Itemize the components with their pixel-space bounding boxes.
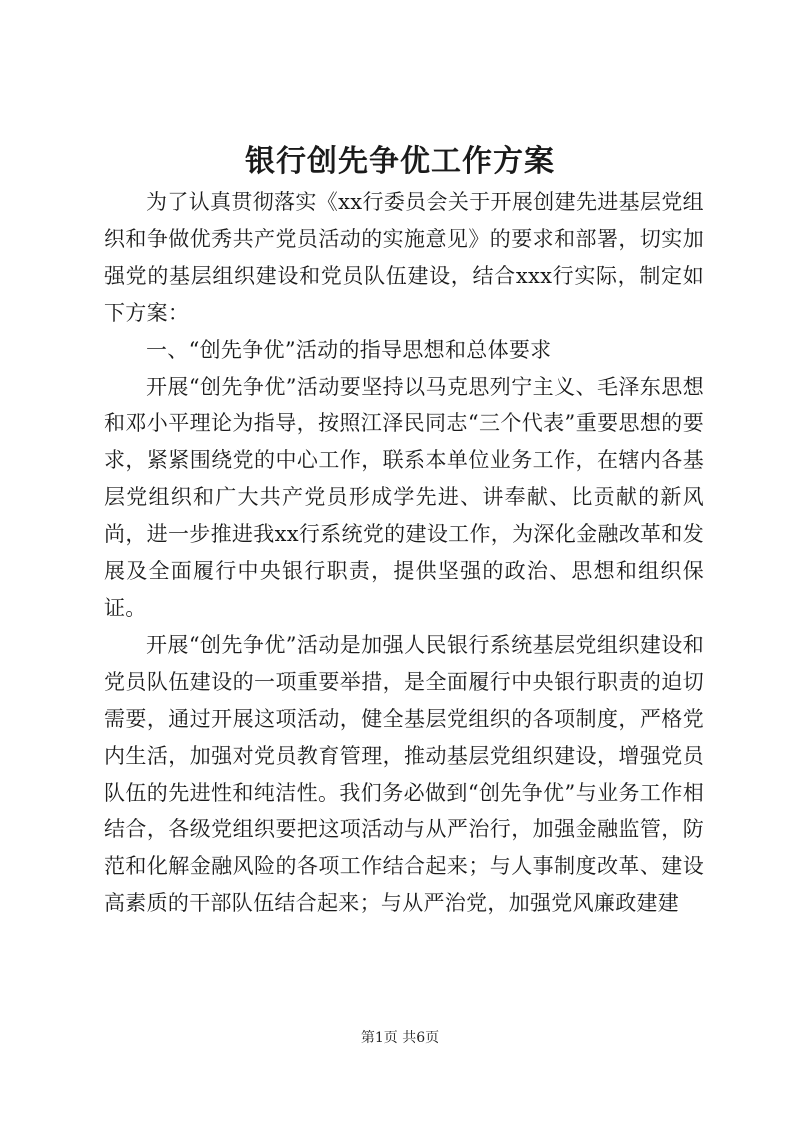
paragraph-guiding-thought: 开展“创先争优”活动要坚持以马克思列宁主义、毛泽东思想和邓小平理论为指导，按照江泽民同志“三个代表”重要思想的要求，紧紧围绕党的中心工作，联系本单位业务工作，在辖内各基层党组织和广大共产党员形成学先进、讲奉献、比贡献的新风尚，进一步推进我xx行系统党的建设工作，为深化金融改革和发展及全面履行中央银行职责，提供坚强的政治、思想和组织保证。 [104, 374, 704, 620]
section-heading-1: 一、“创先争优”活动的指导思想和总体要求 [146, 337, 552, 362]
paragraph-intro: 为了认真贯彻落实《xx行委员会关于开展创建先进基层党组织和争做优秀共产党员活动的实施意见》的要求和部署，切实加强党的基层组织建设和党员队伍建设，结合xxx行实际，制定如下方案： [104, 190, 704, 325]
page-number-footer: 第1页 共6页 [360, 1030, 440, 1046]
document-title: 银行创先争优工作方案 [245, 144, 555, 179]
document-body [104, 184, 704, 922]
paragraph-significance: 开展“创先争优”活动是加强人民银行系统基层党组织建设和党员队伍建设的一项重要举措，是全面履行中央银行职责的迫切需要，通过开展这项活动，健全基层党组织的各项制度，严格党内生活，加强对党员教育管理，推动基层党组织建设，增强党员队伍的先进性和纯洁性。我们务必做到“创先争优”与业务工作相结合，各级党组织要把这项活动与从严治行，加强金融监管，防范和化解金融风险的各项工作结合起来；与人事制度改革、建设高素质的干部队伍结合起来；与从严治党，加强党风廉政建建 [104, 632, 704, 916]
